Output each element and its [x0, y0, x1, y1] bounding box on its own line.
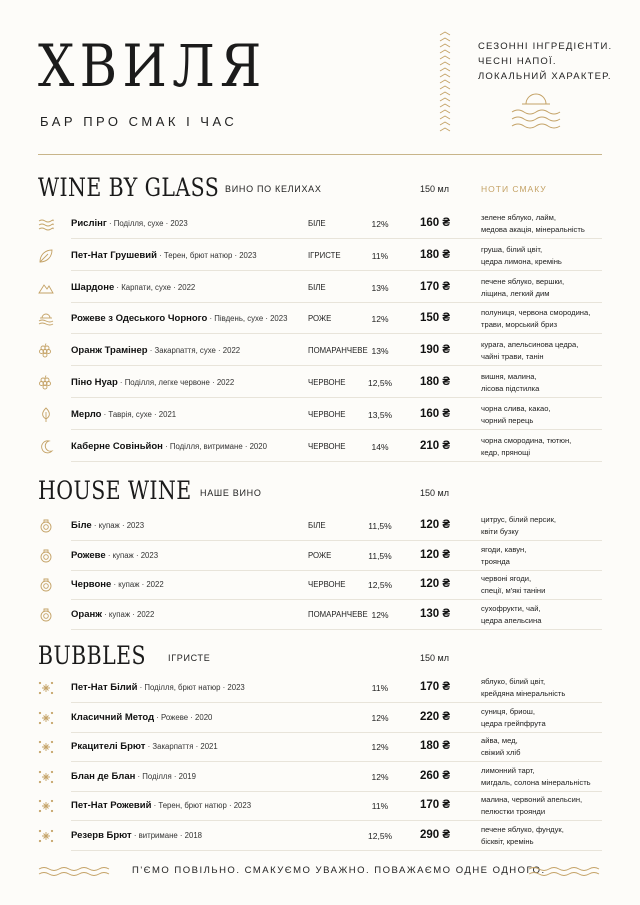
wine-price: 260 ₴	[420, 769, 451, 782]
slogan	[478, 39, 612, 84]
sparkle-icon	[38, 798, 54, 814]
row-divider	[71, 365, 602, 366]
wine-name: Блан де Блан	[71, 770, 136, 782]
wine-price: 290 ₴	[420, 828, 451, 841]
wine-style: ПОМАРАНЧЕВЕ	[308, 346, 368, 356]
wine-abv: 12%	[371, 219, 389, 229]
jug-icon	[38, 577, 54, 593]
sparkle-icon	[38, 739, 54, 755]
wine-origin: · Таврія, сухе · 2021	[101, 409, 177, 419]
sparkle-icon	[38, 710, 54, 726]
wine-origin: · купаж · 2023	[91, 521, 145, 530]
tasting-note-line: трави, морський бриз	[481, 320, 558, 330]
tasting-note-line: полуниця, червона смородина,	[481, 308, 591, 318]
wine-price: 120 ₴	[420, 519, 451, 531]
wine-title	[71, 520, 144, 531]
slogan-line: СЕЗОННІ ІНГРЕДІЄНТИ.	[478, 41, 613, 52]
row-divider	[71, 302, 602, 303]
wave-ornament-icon	[38, 866, 112, 876]
wine-price: 180 ₴	[420, 248, 451, 261]
wine-price: 160 ₴	[420, 217, 451, 229]
tasting-note-line: лимонний тарт,	[481, 765, 535, 775]
wine-style: РОЖЕ	[308, 550, 332, 560]
wine-origin: · Поділля, витримане · 2020	[162, 441, 267, 451]
tasting-note-line: свіжий хліб	[481, 748, 521, 757]
tasting-note-line: цедра грейпфрута	[481, 718, 546, 728]
wine-name: Каберне Совіньйон	[71, 440, 163, 452]
wine-title	[71, 771, 196, 782]
menu-item-row	[38, 733, 602, 762]
header-divider	[38, 154, 602, 155]
tasting-note-line: квіти бузку	[481, 527, 519, 536]
wine-price: 170 ₴	[420, 681, 451, 693]
tasting-notes	[481, 514, 607, 538]
serving-volume: 150 мл	[420, 653, 449, 663]
tasting-notes	[481, 573, 607, 597]
wine-price: 130 ₴	[420, 607, 451, 620]
wine-price: 210 ₴	[420, 439, 451, 452]
grapes-icon	[38, 375, 54, 391]
tasting-note-line: медова акація, мінеральність	[481, 225, 585, 234]
tasting-note-line: бісквіт, кремінь	[481, 836, 534, 846]
menu-item-row	[38, 242, 602, 271]
wine-origin: · Терен, брют натюр · 2023	[151, 801, 252, 810]
menu-item-row	[38, 704, 602, 733]
wine-style: РОЖЕ	[308, 314, 332, 324]
wine-origin: · Закарпаття, сухе · 2022	[147, 346, 241, 356]
wine-abv: 13%	[371, 346, 389, 357]
tasting-note-line: спеції, м'які таніни	[481, 586, 546, 595]
wine-origin: · купаж · 2023	[105, 550, 159, 560]
wine-origin: · Поділля · 2019	[135, 771, 196, 781]
leaf-icon	[38, 248, 54, 264]
jug-icon	[38, 607, 54, 623]
wine-abv: 13%	[371, 282, 389, 293]
sunset-icon	[38, 311, 54, 327]
tasting-note-line: червоні ягоди,	[481, 574, 532, 583]
tasting-note-line: курага, апельсинова цедра,	[481, 340, 579, 350]
tasting-notes	[481, 403, 607, 427]
wine-origin: · Терен, брют натюр · 2023	[156, 250, 257, 260]
menu-item-row	[38, 542, 602, 571]
tasting-note-line: ліщина, легкий дим	[481, 288, 550, 298]
wine-name: Біле	[71, 520, 92, 531]
wine-title	[71, 550, 158, 561]
wine-name: Пет-Нат Грушевий	[71, 249, 157, 261]
wine-name: Червоне	[71, 579, 112, 590]
tree-icon	[38, 407, 54, 423]
tasting-notes	[481, 765, 607, 789]
menu-item-row	[38, 210, 602, 239]
slogan-line: ЧЕСНІ НАПОЇ.	[478, 56, 557, 67]
zigzag-ornament-icon	[439, 31, 451, 133]
waves-icon	[38, 216, 54, 232]
wine-origin: · витримане · 2018	[131, 830, 203, 840]
menu-item-row	[38, 792, 602, 821]
serving-volume: 150 мл	[420, 488, 449, 498]
wine-price: 120 ₴	[420, 578, 451, 590]
wine-title	[71, 741, 218, 752]
wine-price: 220 ₴	[420, 710, 451, 723]
sparkle-icon	[38, 680, 54, 696]
wine-title	[71, 409, 176, 420]
menu-item-row	[38, 274, 602, 303]
sparkle-icon	[38, 828, 54, 844]
wine-abv: 12,5%	[368, 830, 393, 841]
wine-name: Резерв Брют	[71, 829, 132, 841]
wine-title	[71, 313, 287, 324]
wine-title	[71, 609, 154, 620]
wine-name: Піно Нуар	[71, 377, 118, 388]
bar-logo: ХВИЛЯ	[38, 32, 267, 100]
tasting-notes	[481, 603, 607, 627]
tasting-note-line: крейдяна мінеральність	[481, 689, 566, 698]
wine-price: 190 ₴	[420, 344, 451, 357]
tasting-note-line: чайні трави, танін	[481, 352, 544, 362]
grapes-icon	[38, 343, 54, 359]
wine-abv: 11,5%	[368, 521, 392, 531]
wine-title	[71, 282, 195, 293]
tasting-note-line: мигдаль, солона мінеральність	[481, 777, 591, 787]
tasting-note-line: троянда	[481, 556, 510, 566]
tasting-note-line: сухофрукти, чай,	[481, 603, 541, 613]
menu-item-row	[38, 369, 602, 398]
row-divider	[71, 238, 602, 239]
tasting-notes	[481, 824, 607, 848]
wine-abv: 11,5%	[368, 550, 392, 561]
wine-title	[71, 441, 267, 452]
tasting-notes	[481, 339, 607, 363]
wine-price: 150 ₴	[420, 312, 451, 325]
wine-name: Ркацителі Брют	[71, 741, 146, 752]
tasting-note-line: цедра апельсина	[481, 615, 542, 625]
wine-origin: · Закарпаття · 2021	[145, 742, 218, 751]
tasting-note-line: яблуко, білий цвіт,	[481, 677, 546, 686]
row-divider	[71, 850, 602, 851]
menu-item-row	[38, 571, 602, 600]
wine-origin: · Карпати, сухе · 2022	[114, 282, 196, 292]
wine-abv: 14%	[371, 441, 389, 452]
tasting-notes	[481, 735, 607, 759]
tasting-note-line: печене яблуко, вершки,	[481, 276, 565, 286]
section-subtitle: ІГРИСТЕ	[168, 653, 211, 663]
wine-name: Рожеве з Одеського Чорного	[71, 313, 208, 325]
tasting-note-line: малина, червоний апельсин,	[481, 795, 583, 804]
wine-style: ЧЕРВОНЕ	[308, 441, 346, 451]
tasting-notes-header: НОТИ СМАКУ	[481, 184, 547, 194]
wine-abv: 11%	[371, 250, 389, 261]
slogan-line: ЛОКАЛЬНИЙ ХАРАКТЕР.	[478, 71, 612, 82]
tasting-note-line: печене яблуко, фундук,	[481, 824, 564, 834]
tasting-notes	[481, 371, 607, 395]
wine-name: Класичний Метод	[71, 711, 155, 723]
tasting-notes	[481, 544, 607, 568]
wine-origin: · Поділля, легке червоне · 2022	[117, 378, 235, 387]
tasting-notes	[481, 706, 607, 730]
tasting-notes	[481, 244, 607, 268]
tasting-note-line: чорна слива, какао,	[481, 403, 551, 413]
wine-title	[71, 682, 245, 693]
wine-abv: 11%	[371, 801, 389, 811]
row-divider	[71, 629, 602, 630]
wine-origin: · Рожеве · 2020	[154, 712, 213, 722]
wine-price: 180 ₴	[420, 740, 451, 752]
moon-icon	[38, 439, 54, 455]
serving-volume: 150 мл	[420, 184, 449, 194]
wine-style: БІЛЕ	[308, 219, 326, 228]
menu-item-row	[38, 433, 602, 462]
row-divider	[71, 397, 602, 398]
menu-item-row	[38, 601, 602, 630]
wine-price: 170 ₴	[420, 799, 451, 811]
wine-name: Пет-Нат Білий	[71, 682, 138, 693]
tasting-notes	[481, 307, 607, 331]
wine-title	[71, 830, 202, 841]
wine-price: 120 ₴	[420, 548, 451, 561]
row-divider	[71, 429, 602, 430]
section-title: HOUSE WINE	[38, 476, 192, 505]
jug-icon	[38, 548, 54, 564]
wine-style: ЧЕРВОНЕ	[308, 409, 346, 419]
wine-price: 160 ₴	[420, 407, 451, 420]
wine-origin: · купаж · 2022	[111, 580, 164, 589]
tasting-note-line: цитрус, білий персик,	[481, 515, 557, 524]
tasting-note-line: чорний перець	[481, 415, 534, 425]
wine-title	[71, 377, 234, 388]
sparkle-icon	[38, 769, 54, 785]
wine-name: Оранж Трамінер	[71, 345, 148, 357]
wine-origin: · купаж · 2022	[101, 609, 155, 619]
section-title: BUBBLES	[38, 641, 146, 670]
tasting-notes	[481, 794, 607, 818]
section-title: WINE BY GLASS	[38, 173, 220, 202]
tasting-note-line: чорна смородина, тютюн,	[481, 435, 572, 445]
menu-item-row	[38, 512, 602, 541]
tasting-note-line: груша, білий цвіт,	[481, 244, 543, 254]
menu-item-row	[38, 763, 602, 792]
menu-item-row	[38, 401, 602, 430]
wine-style: ІГРИСТЕ	[308, 250, 341, 260]
wine-title	[71, 800, 251, 811]
tasting-note-line: айва, мед,	[481, 736, 518, 745]
wine-style: БІЛЕ	[308, 521, 326, 530]
tasting-note-line: лісова підстилка	[481, 384, 540, 393]
wine-style: БІЛЕ	[308, 282, 326, 292]
wine-abv: 12,5%	[368, 580, 393, 590]
wine-name: Рислінг	[71, 218, 107, 229]
tasting-note-line: кедр, прянощі	[481, 447, 531, 457]
wine-origin: · Південь, сухе · 2023	[207, 314, 288, 324]
jug-icon	[38, 518, 54, 534]
tasting-note-line: суниця, бриош,	[481, 706, 535, 716]
menu-item-row	[38, 674, 602, 703]
wine-price: 170 ₴	[420, 280, 451, 293]
tasting-note-line: ягоди, кавун,	[481, 544, 527, 554]
tasting-notes	[481, 276, 607, 300]
wine-title	[71, 250, 257, 261]
bar-tagline: БАР ПРО СМАК І ЧАС	[40, 114, 238, 129]
wine-abv: 11%	[371, 683, 389, 693]
wine-abv: 12%	[371, 742, 389, 752]
tasting-note-line: цедра лимона, кремінь	[481, 256, 562, 266]
wine-abv: 12%	[371, 609, 389, 620]
wine-style: ПОМАРАНЧЕВЕ	[308, 609, 368, 619]
tasting-notes	[481, 676, 607, 700]
wine-name: Шардоне	[71, 281, 115, 293]
menu-header	[38, 26, 613, 152]
wine-name: Мерло	[71, 408, 102, 420]
tasting-note-line: зелене яблуко, лайм,	[481, 213, 556, 222]
wine-name: Рожеве	[71, 549, 106, 561]
wine-origin: · Поділля, брют натюр · 2023	[137, 683, 245, 692]
menu-item-row	[38, 337, 602, 366]
wine-origin: · Поділля, сухе · 2023	[106, 219, 188, 228]
wine-title	[71, 218, 188, 229]
wine-name: Оранж	[71, 608, 102, 620]
wine-title	[71, 712, 212, 723]
wine-style: ЧЕРВОНЕ	[308, 378, 346, 387]
menu-item-row	[38, 822, 602, 851]
section-subtitle: НАШЕ ВИНО	[200, 488, 262, 498]
menu-item-row	[38, 305, 602, 334]
tasting-notes	[481, 435, 607, 459]
wine-abv: 12,5%	[368, 378, 393, 388]
tasting-note-line: пелюстки троянди	[481, 807, 546, 816]
tasting-notes	[481, 212, 607, 236]
wine-abv: 12%	[371, 712, 389, 723]
wave-ornament-icon	[528, 866, 602, 876]
wine-abv: 12%	[371, 771, 389, 782]
row-divider	[71, 461, 602, 462]
wine-style: ЧЕРВОНЕ	[308, 580, 346, 589]
wine-abv: 13,5%	[368, 409, 393, 420]
footer-motto: П'ЄМО ПОВІЛЬНО. СМАКУЄМО УВАЖНО. ПОВАЖАЄМО ОДНЕ ОДНОГО.	[132, 865, 546, 876]
mountains-icon	[38, 280, 54, 296]
sun-over-waves-icon	[510, 92, 562, 130]
section-subtitle: ВИНО ПО КЕЛИХАХ	[225, 184, 322, 194]
wine-title	[71, 579, 164, 590]
row-divider	[71, 333, 602, 334]
wine-name: Пет-Нат Рожевий	[71, 800, 152, 811]
wine-price: 180 ₴	[420, 376, 451, 388]
wine-title	[71, 345, 240, 356]
row-divider	[71, 270, 602, 271]
wine-abv: 12%	[371, 314, 389, 325]
tasting-note-line: вишня, малина,	[481, 372, 537, 381]
